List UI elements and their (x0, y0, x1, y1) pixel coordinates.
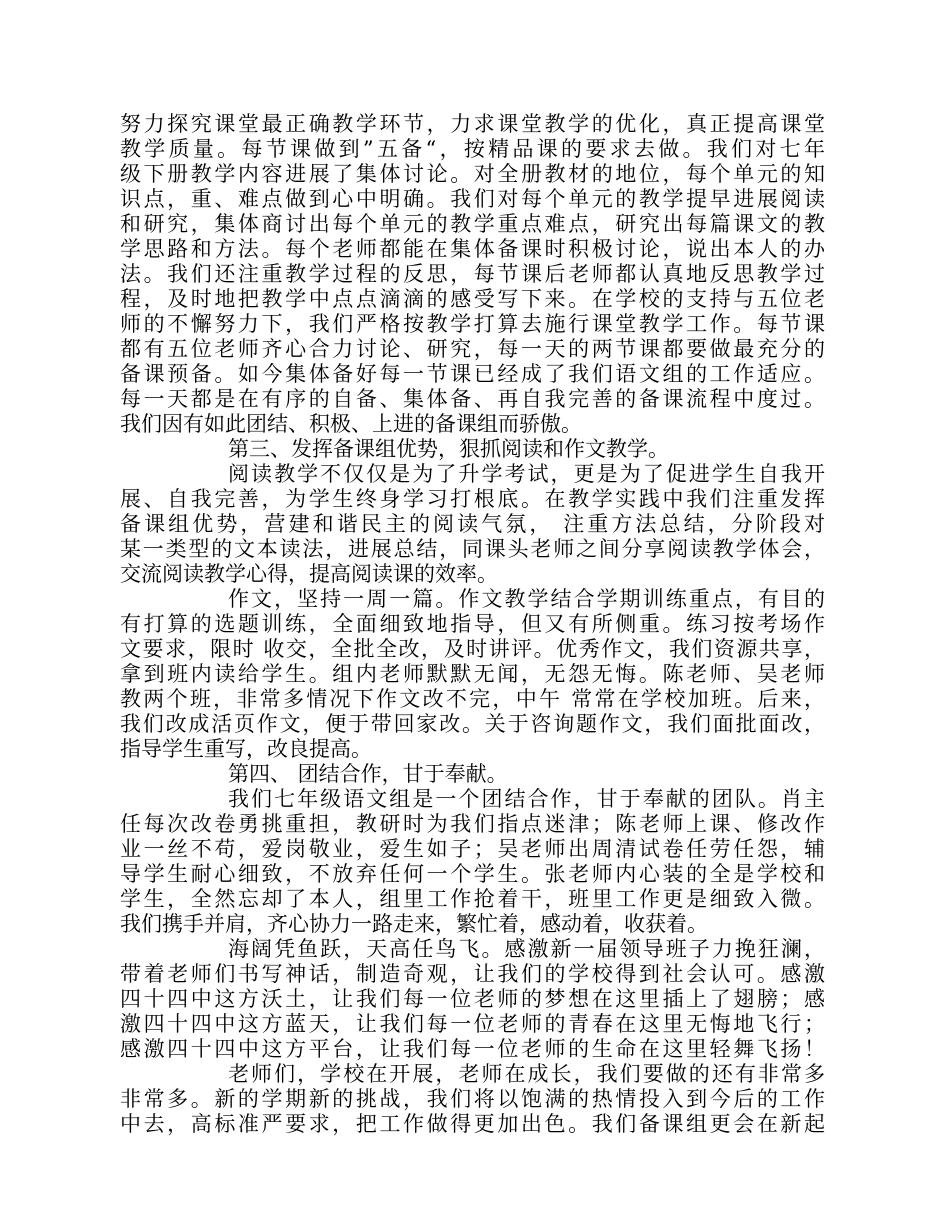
text-line: 带着老师们书写神话，制造奇观，让我们的学校得到社会认可。感激 (120, 962, 825, 986)
text-line: 备课组优势，营建和谐民主的阅读气氛， 注重方法总结，分阶段对 (120, 512, 825, 536)
text-line: 作文，坚持一周一篇。作文教学结合学期训练重点，有目的 (228, 587, 825, 611)
text-line: 我们七年级语文组是一个团结合作，甘于奉献的团队。肖主 (228, 787, 825, 811)
text-line: 业一丝不苟，爱岗敬业，爱生如子；吴老师出周清试卷任劳任怨，辅 (120, 837, 825, 861)
text-line: 有打算的选题训练，全面细致地指导，但又有所侧重。练习按考场作 (120, 612, 825, 636)
text-line: 阅读教学不仅仅是为了升学考试，更是为了促进学生自我开 (228, 462, 825, 486)
text-line: 海阔凭鱼跃，天高任鸟飞。感激新一届领导班子力挽狂澜， (228, 937, 825, 961)
text-line: 程，及时地把教学中点点滴滴的感受写下来。在学校的支持与五位老 (120, 287, 825, 311)
text-line: 和研究，集体商讨出每个单元的教学重点难点，研究出每篇课文的教 (120, 212, 825, 236)
text-line: 努力探究课堂最正确教学环节，力求课堂教学的优化，真正提高课堂 (120, 112, 825, 136)
text-line: 教两个班，非常多情况下作文改不完，中午 常常在学校加班。后来， (120, 687, 825, 711)
text-line: 展、自我完善，为学生终身学习打根底。在教学实践中我们注重发挥 (120, 487, 825, 511)
text-line: 备课预备。如今集体备好每一节课已经成了我们语文组的工作适应。 (120, 362, 825, 386)
document-body (120, 112, 825, 1137)
text-line: 激四十四中这方蓝天，让我们每一位老师的青春在这里无悔地飞行； (120, 1012, 825, 1036)
text-line: 师的不懈努力下，我们严格按教学打算去施行课堂教学工作。每节课 (120, 312, 825, 336)
text-line: 中去，高标准严要求，把工作做得更加出色。我们备课组更会在新起 (120, 1112, 825, 1136)
text-line: 法。我们还注重教学过程的反思，每节课后老师都认真地反思教学过 (120, 262, 825, 286)
text-line: 学生，全然忘却了本人，组里工作抢着干，班里工作更是细致入微。 (120, 887, 825, 911)
text-line: 老师们，学校在开展，老师在成长，我们要做的还有非常多 (228, 1062, 825, 1086)
text-line: 都有五位老师齐心合力讨论、研究，每一天的两节课都要做最充分的 (120, 337, 825, 361)
text-line: 四十四中这方沃土，让我们每一位老师的梦想在这里插上了翅膀；感 (120, 987, 825, 1011)
text-line: 拿到班内读给学生。组内老师默默无闻，无怨无悔。陈老师、吴老师 (120, 662, 825, 686)
text-line: 每一天都是在有序的自备、集体备、再自我完善的备课流程中度过。 (120, 387, 825, 411)
text-line: 某一类型的文本读法，进展总结，同课头老师之间分享阅读教学体会， (120, 537, 825, 561)
text-line: 第四、 团结合作，甘于奉献。 (228, 762, 508, 786)
text-line: 非常多。新的学期新的挑战，我们将以饱满的热情投入到今后的工作 (120, 1087, 825, 1111)
text-line: 感激四十四中这方平台，让我们每一位老师的生命在这里轻舞飞扬！ (120, 1037, 825, 1061)
text-line: 任每次改卷勇挑重担，教研时为我们指点迷津；陈老师上课、修改作 (120, 812, 825, 836)
text-line: 交流阅读教学心得，提高阅读课的效率。 (120, 562, 498, 586)
text-line: 学思路和方法。每个老师都能在集体备课时积极讨论，说出本人的办 (120, 237, 825, 261)
text-line: 第三、发挥备课组优势，狠抓阅读和作文教学。 (228, 437, 669, 461)
text-line: 我们携手并肩，齐心协力一路走来，繁忙着，感动着，收获着。 (120, 912, 708, 936)
text-line: 级下册教学内容进展了集体讨论。对全册教材的地位，每个单元的知 (120, 162, 825, 186)
text-line: 文要求，限时 收交，全批全改，及时讲评。优秀作文，我们资源共享， (120, 637, 825, 661)
text-line: 我们因有如此团结、积极、上进的备课组而骄傲。 (120, 412, 582, 436)
text-line: 导学生耐心细致，不放弃任何一个学生。张老师内心装的全是学校和 (120, 862, 825, 886)
text-line: 识点，重、难点做到心中明确。我们对每个单元的教学提早进展阅读 (120, 187, 825, 211)
text-line: 教学质量。每节课做到”五备“，按精品课的要求去做。我们对七年 (120, 137, 825, 161)
text-line: 我们改成活页作文，便于带回家改。关于咨询题作文，我们面批面改， (120, 712, 825, 736)
text-line: 指导学生重写，改良提高。 (120, 737, 372, 761)
